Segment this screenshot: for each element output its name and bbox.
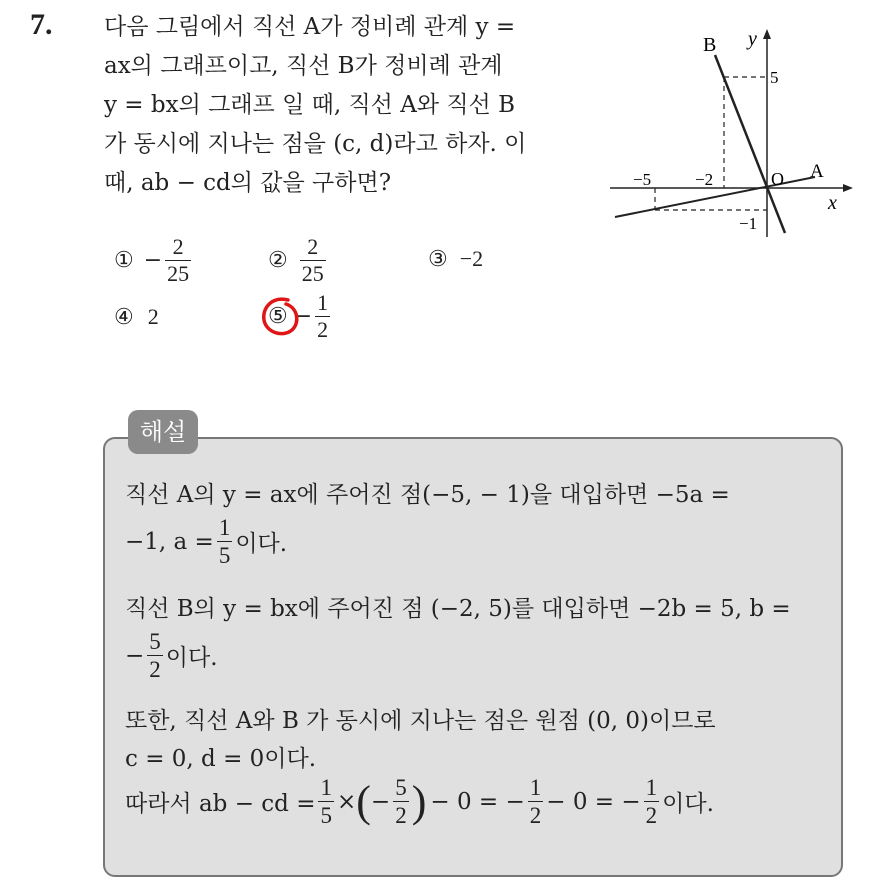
fraction-4 [644, 776, 660, 827]
numerator: 1 [317, 290, 329, 315]
choice-1[interactable] [114, 236, 194, 285]
fraction-b [147, 630, 163, 681]
fraction-a [217, 516, 233, 567]
choice-4[interactable] [114, 304, 159, 330]
choice-5-mark: ⑤ [268, 304, 288, 329]
question-line: y = bx의 그래프 일 때, 직선 A와 직선 B [104, 92, 515, 118]
answer-circle-mark [258, 294, 304, 340]
choice-5-fraction [315, 292, 330, 341]
numerator: 1 [645, 775, 658, 800]
numerator: 2 [172, 234, 184, 259]
denominator: 2 [529, 803, 542, 828]
choice-2-mark: ② [268, 248, 288, 273]
question-line: ax의 그래프이고, 직선 B가 정비례 관계 [104, 53, 503, 79]
line-7-mid: − 0 = − [430, 788, 525, 815]
right-paren: ) [411, 776, 427, 826]
minus-sign: − [370, 788, 391, 815]
choice-2[interactable] [268, 236, 329, 285]
choice-2-fraction [300, 236, 326, 285]
numerator: 1 [529, 775, 542, 800]
coordinate-graph [605, 25, 855, 240]
question-line: 다음 그림에서 직선 A가 정비례 관계 y = [104, 14, 516, 40]
denominator: 5 [218, 543, 231, 568]
denominator: 25 [167, 261, 190, 286]
denominator: 2 [395, 803, 407, 828]
fraction-3 [528, 776, 544, 827]
question-line: 가 동시에 지나는 점을 (c, d)라고 하자. 이 [104, 131, 527, 157]
line-7-text: 따라서 ab − cd = [125, 791, 316, 817]
choice-3-mark: ③ [428, 246, 448, 272]
denominator: 5 [320, 803, 332, 828]
question-number: 7. [30, 8, 53, 41]
label-5: 5 [770, 68, 779, 87]
denominator: 25 [301, 261, 324, 286]
label-a: A [810, 161, 824, 182]
numerator: 1 [320, 775, 332, 800]
x-axis-arrow [843, 184, 853, 192]
solution-tab: 해설 [128, 410, 198, 454]
y-axis-arrow [763, 29, 771, 39]
denominator: 2 [645, 803, 658, 828]
label-b: B [703, 34, 717, 56]
choice-3[interactable] [428, 246, 483, 272]
numerator: 5 [395, 775, 407, 800]
fraction-2 [393, 776, 409, 827]
choice-1-mark: ① [114, 248, 134, 273]
left-paren: ( [356, 776, 371, 826]
line-2-text: −1, a = [125, 528, 214, 555]
line-4-end: 이다. [165, 645, 218, 671]
solution-line-6: c = 0, d = 0이다. [125, 746, 317, 772]
choice-1-sign: − [143, 248, 163, 273]
solution-line-2 [125, 516, 287, 567]
denominator: 2 [149, 657, 161, 682]
line-2-end: 이다. [235, 531, 288, 557]
question-text [104, 8, 584, 203]
solution-line-5: 또한, 직선 A와 B 가 동시에 지나는 점은 원점 (0, 0)이므로 [125, 708, 716, 734]
choice-1-fraction [165, 236, 191, 285]
label-neg1: −1 [739, 214, 758, 233]
numerator: 2 [307, 234, 319, 259]
numerator: 5 [149, 629, 161, 654]
label-origin: O [771, 169, 784, 189]
choice-3-value: −2 [459, 246, 484, 271]
solution-line-7 [125, 776, 714, 827]
numerator: 1 [218, 515, 231, 540]
label-neg5: −5 [633, 170, 652, 189]
denominator: 2 [317, 317, 329, 342]
times-sign: × [336, 788, 357, 815]
label-y: y [748, 28, 757, 50]
line-7-end: 이다. [662, 791, 714, 817]
label-neg2: −2 [695, 170, 714, 189]
line-7-mid2: − 0 = − [546, 788, 641, 815]
choice-4-value: 2 [147, 304, 159, 329]
line-4-sign: − [125, 642, 145, 669]
solution-line-3: 직선 B의 y = bx에 주어진 점 (−2, 5)를 대입하면 −2b = 5, b = [125, 596, 791, 622]
choice-4-mark: ④ [114, 304, 134, 330]
fraction-1 [318, 776, 334, 827]
label-x: x [828, 192, 837, 214]
solution-line-4 [125, 630, 218, 681]
solution-line-1: 직선 A의 y = ax에 주어진 점(−5, − 1)을 대입하면 −5a = [125, 482, 730, 508]
choice-5-sign: − [293, 304, 313, 329]
question-line: 때, ab − cd의 값을 구하면? [104, 170, 392, 196]
